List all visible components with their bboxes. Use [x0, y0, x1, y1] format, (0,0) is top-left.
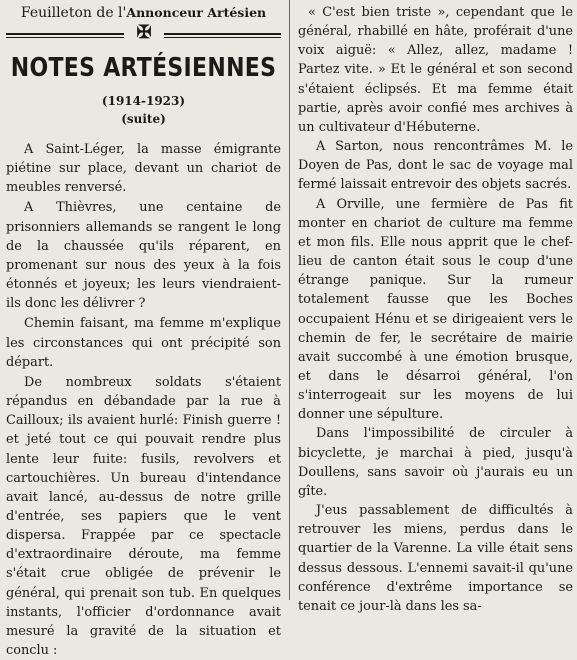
- paper-name: Annonceur Artésien: [126, 5, 267, 20]
- paragraph: A Thièvres, une centaine de prisonniers allemands se rangent le long de la chaussée qu'ils réparent, en promenant sur nous des yeux à la fois étonnés et joyeux; les leurs viendraient-ils donc les délivrer ?: [6, 200, 281, 312]
- paragraph: A Sarton, nous rencontrâmes M. le Doyen de Pas, dont le sac de voyage mal fermé laissait entrevoir des objets sacrés.: [298, 139, 573, 193]
- feuilleton-header: [6, 4, 281, 22]
- header-rule: [6, 22, 281, 44]
- paragraph: A Orville, une fermière de Pas fit monter en chariot de culture ma femme et mon fils. Elle nous apprit que le chef-lieu de canton était sous le coup d'une étrange panique. Sur la rumeur totalement fausse que les Boches occupaient Hénu et se dirigeaient vers le chemin de fer, le secrétaire de mairie avait succombé à une émotion brusque, et dans le désarroi général, l'on s'interrogeait sur les moyens de lui donner une sépulture.: [298, 196, 573, 423]
- article-years: (1914-1923): [101, 94, 186, 108]
- paragraph: J'eus passablement de difficultés à retrouver les miens, perdus dans le quartier de la Varenne. La ville était sens dessus dessous. L'ennemi savait-il qu'une conférence d'extrême importance se tenait ce jour-là dans les sa-: [298, 503, 573, 614]
- left-column: [6, 0, 281, 660]
- article-title: NOTES ARTÉSIENNES: [10, 53, 277, 84]
- article-continued: (suite): [121, 112, 166, 126]
- paragraph: A Saint-Léger, la masse émigrante piétine sur place, devant un chariot de meubles renversé.: [6, 142, 281, 196]
- paragraph: De nombreux soldats s'étaient répandus en débandade par la rue à Cailloux; ils avaient hurlé: Finish guerre ! et jeté tout ce qui pouvait rendre plus lente leur fuite: fusils, revolvers et cartouchières. Un bureau d'intendance avait lancé, au-dessus de notre grille d'entrée, ses papiers que le vent dispersa. Frappée par ce spectacle d'extraordinaire déroute, ma femme s'était crue obligée de prévenir le général, qui prenait son tub. En quelques instants, l'officier d'ordonnance avait mesuré la gravité de la situation et conclu :: [6, 374, 281, 659]
- right-column: [298, 3, 573, 616]
- feuilleton-prefix: Feuilleton de l': [20, 5, 127, 21]
- paragraph: Chemin faisant, ma femme m'explique les circonstances qui ont précipité son départ.: [6, 316, 281, 370]
- paragraph: Dans l'impossibilité de circuler à bicyclette, je marchai à pied, jusqu'à Doullens, sans savoir où j'aurais eu un gîte.: [298, 426, 573, 499]
- paragraph: « C'est bien triste », cependant que le général, rhabillé en hâte, proférait d'une voix aiguë: « Allez, allez, madame ! Partez vite. » Et le général et son second s'étaient éclipsés. Et ma femme était partie, après avoir confié mes archives à un cultivateur d'Hébuterne.: [298, 5, 573, 135]
- ornament-icon: ✠: [124, 22, 164, 44]
- column-divider: [289, 0, 290, 600]
